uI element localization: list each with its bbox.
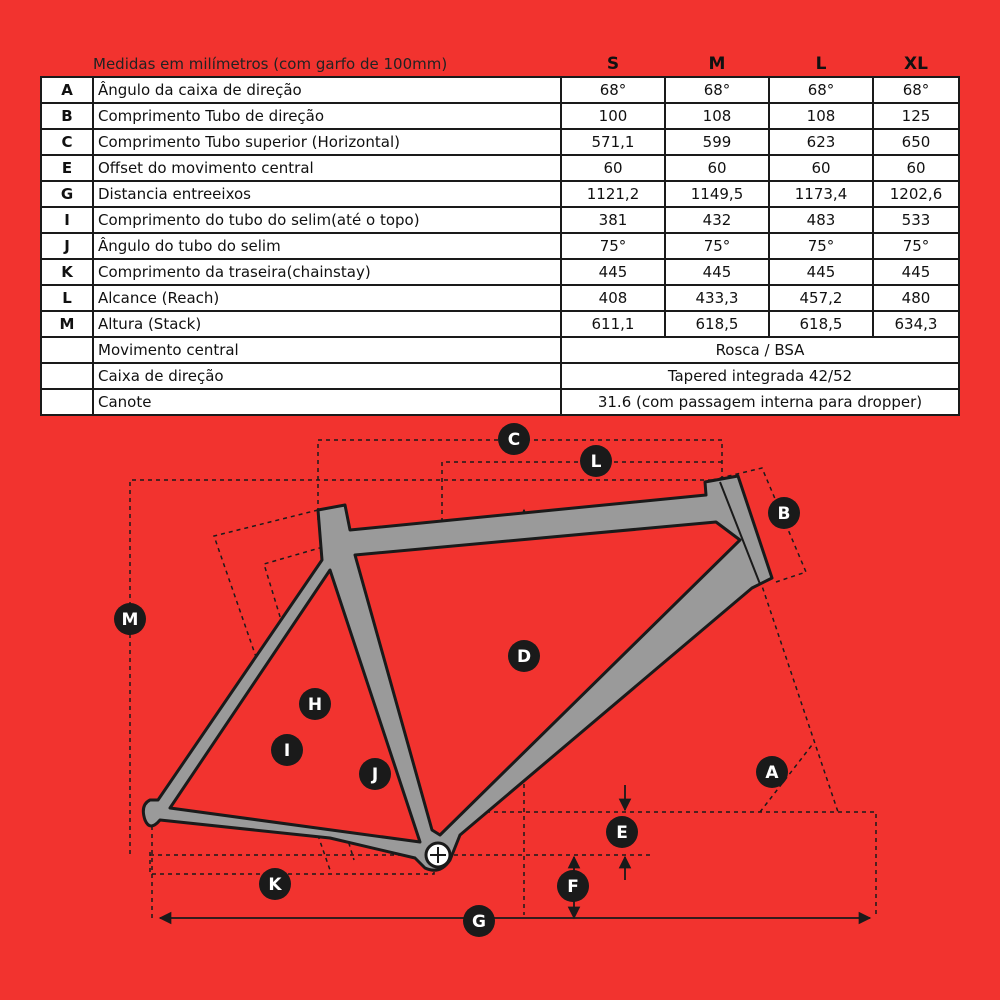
row-label: Comprimento Tubo superior (Horizontal) bbox=[93, 129, 561, 155]
row-value: 1149,5 bbox=[665, 181, 769, 207]
row-value: 599 bbox=[665, 129, 769, 155]
row-label: Alcance (Reach) bbox=[93, 285, 561, 311]
row-value: 445 bbox=[665, 259, 769, 285]
row-label: Comprimento da traseira(chainstay) bbox=[93, 259, 561, 285]
badge-g-label: G bbox=[472, 912, 486, 932]
row-label: Comprimento do tubo do selim(até o topo) bbox=[93, 207, 561, 233]
row-label: Distancia entreeixos bbox=[93, 181, 561, 207]
row-value: 433,3 bbox=[665, 285, 769, 311]
row-label: Ângulo da caixa de direção bbox=[93, 77, 561, 103]
row-code: M bbox=[41, 311, 93, 337]
row-value: 60 bbox=[665, 155, 769, 181]
row-value: 60 bbox=[873, 155, 959, 181]
badge-m bbox=[114, 603, 146, 635]
badge-c-label: C bbox=[507, 430, 521, 450]
badge-i-label: I bbox=[283, 741, 291, 761]
row-value: 611,1 bbox=[561, 311, 665, 337]
row-value: 60 bbox=[769, 155, 873, 181]
row-value: 432 bbox=[665, 207, 769, 233]
badge-l-label: L bbox=[590, 452, 602, 472]
row-value: 68° bbox=[561, 77, 665, 103]
row-label: Altura (Stack) bbox=[93, 311, 561, 337]
badge-b bbox=[768, 497, 800, 529]
badge-d-label: D bbox=[516, 647, 532, 667]
row-value: 533 bbox=[873, 207, 959, 233]
row-value: 571,1 bbox=[561, 129, 665, 155]
size-header-m: M bbox=[708, 54, 726, 74]
row-value: 381 bbox=[561, 207, 665, 233]
row-value: 100 bbox=[561, 103, 665, 129]
row-value: 1173,4 bbox=[769, 181, 873, 207]
size-header-s: S bbox=[606, 54, 620, 74]
row-value: 75° bbox=[665, 233, 769, 259]
row-value: 480 bbox=[873, 285, 959, 311]
row-label: Ângulo do tubo do selim bbox=[93, 233, 561, 259]
row-value: 618,5 bbox=[665, 311, 769, 337]
badge-f bbox=[557, 870, 589, 902]
bike-frame bbox=[143, 476, 772, 870]
row-value: 68° bbox=[769, 77, 873, 103]
table-title: Medidas em milímetros (com garfo de 100mm) bbox=[93, 55, 448, 73]
row-code: B bbox=[41, 103, 93, 129]
badge-b-label: B bbox=[777, 504, 791, 524]
badge-e bbox=[606, 816, 638, 848]
badge-k-label: K bbox=[268, 875, 282, 895]
spec-value: 31.6 (com passagem interna para dropper) bbox=[561, 389, 959, 415]
row-value: 445 bbox=[873, 259, 959, 285]
badge-l bbox=[580, 445, 612, 477]
badge-c bbox=[498, 423, 530, 455]
row-value: 68° bbox=[873, 77, 959, 103]
size-header-l: L bbox=[815, 54, 827, 74]
badge-h bbox=[299, 688, 331, 720]
row-value: 108 bbox=[665, 103, 769, 129]
badge-g bbox=[463, 905, 495, 937]
spec-value: Rosca / BSA bbox=[561, 337, 959, 363]
row-code: A bbox=[41, 77, 93, 103]
row-code: E bbox=[41, 155, 93, 181]
badge-f-label: F bbox=[567, 877, 579, 897]
row-label: Offset do movimento central bbox=[93, 155, 561, 181]
badge-j-label: J bbox=[371, 765, 379, 785]
badge-d bbox=[508, 640, 540, 672]
badge-e-label: E bbox=[616, 823, 628, 843]
spec-label: Caixa de direção bbox=[93, 363, 561, 389]
row-value: 1121,2 bbox=[561, 181, 665, 207]
row-label: Comprimento Tubo de direção bbox=[93, 103, 561, 129]
row-code: J bbox=[41, 233, 93, 259]
row-value: 457,2 bbox=[769, 285, 873, 311]
row-value: 634,3 bbox=[873, 311, 959, 337]
row-value: 75° bbox=[561, 233, 665, 259]
badge-j bbox=[359, 758, 391, 790]
badge-h-label: H bbox=[307, 695, 323, 715]
row-value: 68° bbox=[665, 77, 769, 103]
badge-k bbox=[259, 868, 291, 900]
spec-value: Tapered integrada 42/52 bbox=[561, 363, 959, 389]
row-value: 650 bbox=[873, 129, 959, 155]
row-value: 445 bbox=[561, 259, 665, 285]
row-code: C bbox=[41, 129, 93, 155]
row-value: 108 bbox=[769, 103, 873, 129]
row-value: 75° bbox=[769, 233, 873, 259]
size-header-xl: XL bbox=[904, 54, 928, 74]
row-value: 1202,6 bbox=[873, 181, 959, 207]
row-value: 623 bbox=[769, 129, 873, 155]
row-code: L bbox=[41, 285, 93, 311]
row-value: 408 bbox=[561, 285, 665, 311]
row-code: G bbox=[41, 181, 93, 207]
badge-a bbox=[756, 756, 788, 788]
row-code: K bbox=[41, 259, 93, 285]
spec-label: Movimento central bbox=[93, 337, 561, 363]
row-value: 75° bbox=[873, 233, 959, 259]
row-value: 618,5 bbox=[769, 311, 873, 337]
badge-i bbox=[271, 734, 303, 766]
row-value: 445 bbox=[769, 259, 873, 285]
badge-a-label: A bbox=[765, 763, 779, 783]
row-value: 483 bbox=[769, 207, 873, 233]
badge-m-label: M bbox=[121, 610, 139, 630]
row-value: 60 bbox=[561, 155, 665, 181]
spec-label: Canote bbox=[93, 389, 561, 415]
row-value: 125 bbox=[873, 103, 959, 129]
row-code: I bbox=[41, 207, 93, 233]
